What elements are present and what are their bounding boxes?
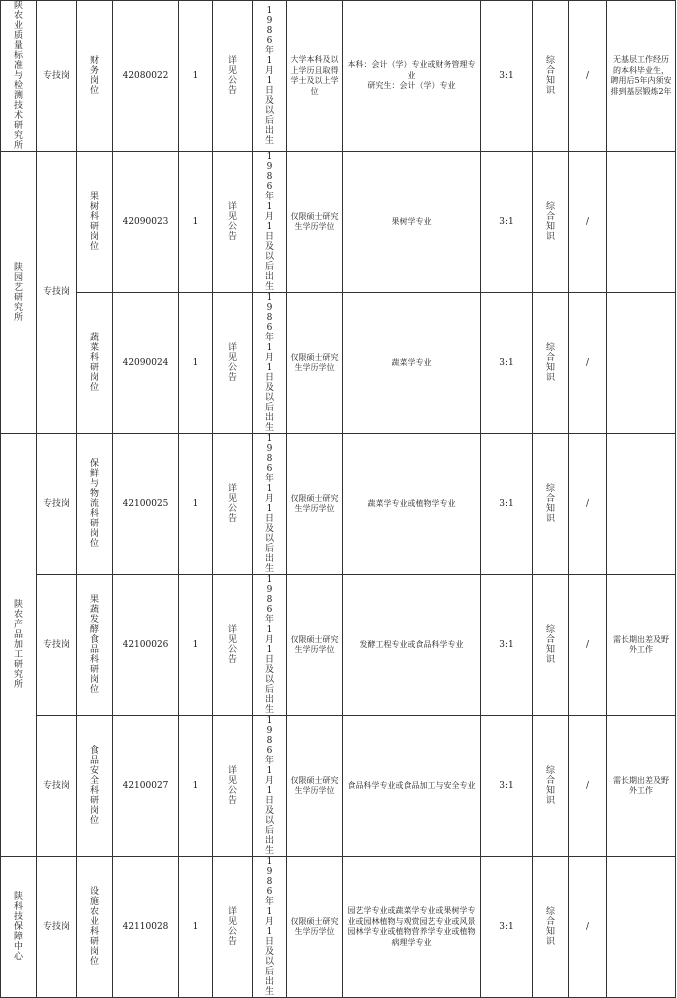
code-cell: 42090023 [113,152,179,293]
category-cell: 专技岗 [37,716,77,857]
position-cell: 保 鲜 与 物 流 科 研 岗 位 [77,434,113,575]
skill-cell: / [569,857,607,998]
education-cell: 仅限硕士研究生学历学位 [287,716,343,857]
count-cell: 1 [179,857,213,998]
ratio-cell: 3:1 [481,1,533,152]
category-cell: 专技岗 [37,575,77,716]
unit-cell: 陕 园 艺 研 究 所 [1,152,37,434]
major-requirement-cell: 发酵工程专业或食品科学专业 [343,575,481,716]
ratio-cell: 3:1 [481,716,533,857]
note-cell: 无基层工作经历的本科毕业生，聘用后5年内须安排到基层锻炼2年 [607,1,676,152]
major-requirement-cell: 蔬菜学专业或植物学专业 [343,434,481,575]
education-cell: 仅限硕士研究生学历学位 [287,293,343,434]
code-cell: 42110028 [113,857,179,998]
count-cell: 1 [179,575,213,716]
education-cell: 大学本科及以上学历且取得学士及以上学位 [287,1,343,152]
position-cell: 蔬 菜 科 研 岗 位 [77,293,113,434]
skill-cell: / [569,152,607,293]
major-cell: 详 见 公 告 [213,434,253,575]
category-cell: 专技岗 [37,434,77,575]
unit-cell: 陕 农 产 品 加 工 研 究 所 [1,434,37,857]
position-cell: 设 施 农 业 科 研 岗 位 [77,857,113,998]
position-cell: 食 品 安 全 科 研 岗 位 [77,716,113,857]
note-cell [607,152,676,293]
major-cell: 详 见 公 告 [213,1,253,152]
code-cell: 42100026 [113,575,179,716]
exam-cell: 综 合 知 识 [533,575,569,716]
age-cell: 1 9 8 6 年 1 月 1 日 及 以 后 出 生 [253,434,287,575]
ratio-cell: 3:1 [481,857,533,998]
table-row [1,716,676,857]
table-row [1,1,676,152]
skill-cell: / [569,1,607,152]
major-requirement-cell: 本科：会计（学）专业或财务管理专业 研究生：会计（学）专业 [343,1,481,152]
skill-cell: / [569,716,607,857]
position-cell: 果 蔬 发 酵 食 品 科 研 岗 位 [77,575,113,716]
count-cell: 1 [179,293,213,434]
education-cell: 仅限硕士研究生学历学位 [287,857,343,998]
ratio-cell: 3:1 [481,293,533,434]
exam-cell: 综 合 知 识 [533,434,569,575]
unit-cell: 陕 农 业 质 量 标 准 与 检 测 技 术 研 究 所 [1,1,37,152]
exam-cell: 综 合 知 识 [533,1,569,152]
code-cell: 42100027 [113,716,179,857]
code-cell: 42100025 [113,434,179,575]
education-cell: 仅限硕士研究生学历学位 [287,434,343,575]
note-cell: 需长期出差及野外工作 [607,716,676,857]
major-cell: 详 见 公 告 [213,152,253,293]
age-cell: 1 9 8 6 年 1 月 1 日 及 以 后 出 生 [253,857,287,998]
position-cell: 财 务 岗 位 [77,1,113,152]
major-requirement-cell: 蔬菜学专业 [343,293,481,434]
education-cell: 仅限硕士研究生学历学位 [287,575,343,716]
table-row [1,575,676,716]
position-cell: 果 树 科 研 岗 位 [77,152,113,293]
age-cell: 1 9 8 6 年 1 月 1 日 及 以 后 出 生 [253,293,287,434]
age-cell: 1 9 8 6 年 1 月 1 日 及 以 后 出 生 [253,1,287,152]
table-row [1,293,676,434]
skill-cell: / [569,575,607,716]
major-requirement-cell: 园艺学专业或蔬菜学专业或果树学专业或园林植物与观赏园艺专业或风景园林学专业或植物营养学专业或植物病理学专业 [343,857,481,998]
table-row [1,434,676,575]
note-cell [607,434,676,575]
category-cell: 专技岗 [37,152,77,434]
exam-cell: 综 合 知 识 [533,716,569,857]
count-cell: 1 [179,1,213,152]
table-row [1,152,676,293]
note-cell [607,857,676,998]
major-requirement-cell: 食品科学专业或食品加工与安全专业 [343,716,481,857]
ratio-cell: 3:1 [481,575,533,716]
count-cell: 1 [179,152,213,293]
major-requirement-cell: 果树学专业 [343,152,481,293]
unit-cell: 陕 科 技 保 障 中 心 [1,857,37,998]
note-cell: 需长期出差及野外工作 [607,575,676,716]
count-cell: 1 [179,716,213,857]
age-cell: 1 9 8 6 年 1 月 1 日 及 以 后 出 生 [253,152,287,293]
count-cell: 1 [179,434,213,575]
category-cell: 专技岗 [37,857,77,998]
category-cell: 专技岗 [37,1,77,152]
skill-cell: / [569,434,607,575]
code-cell: 42080022 [113,1,179,152]
major-cell: 详 见 公 告 [213,716,253,857]
exam-cell: 综 合 知 识 [533,293,569,434]
code-cell: 42090024 [113,293,179,434]
education-cell: 仅限硕士研究生学历学位 [287,152,343,293]
major-cell: 详 见 公 告 [213,293,253,434]
ratio-cell: 3:1 [481,152,533,293]
ratio-cell: 3:1 [481,434,533,575]
skill-cell: / [569,293,607,434]
note-cell [607,293,676,434]
age-cell: 1 9 8 6 年 1 月 1 日 及 以 后 出 生 [253,575,287,716]
exam-cell: 综 合 知 识 [533,152,569,293]
table-row [1,857,676,998]
age-cell: 1 9 8 6 年 1 月 1 日 及 以 后 出 生 [253,716,287,857]
major-cell: 详 见 公 告 [213,575,253,716]
major-cell: 详 见 公 告 [213,857,253,998]
exam-cell: 综 合 知 识 [533,857,569,998]
